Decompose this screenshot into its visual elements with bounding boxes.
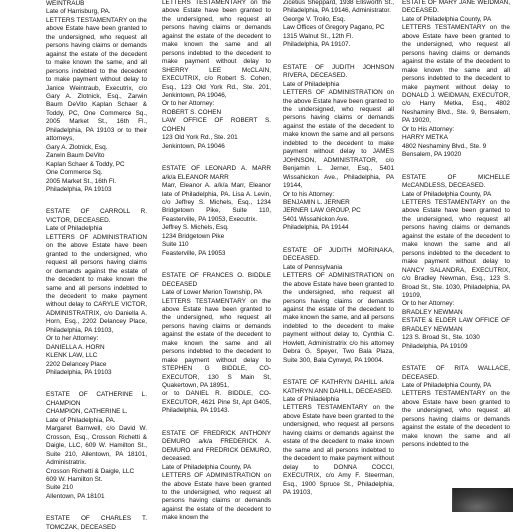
notice-line: Or to her Attorney: — [162, 100, 215, 108]
notice-heading: ESTATE OF KATHRYN DAHILL a/k/a KATHRYN ANN DAHILL, DECEASED. — [283, 379, 394, 395]
notice-line: or to DANIEL R. BIDDLE, CO-EXECUTOR, 4621 Pine St, Apt G405, Philadelphia, PA 19143. — [162, 390, 271, 415]
notice-heading: LETTERS TESTAMENTARY on the above Estate have been granted to the undersigned, who request all persons having claims or demands against the estate of the decedent to make known the same and all persons indebted to the decedent to make payment without delay to SHERRY LEE McCLAIN, EXECUTRIX, c/o Robert S. Cohen, Esq., 123 Old York Rd., Ste. 201, Jenkintown, PA 19046, — [162, 0, 271, 99]
notice-heading: ESTATE OF FRANCES O. BIDDLE DECEASED — [162, 272, 271, 288]
notice-heading: ESTATE OF CATHERINE L. CHAMPION — [46, 391, 147, 407]
notice-line: Jenkintown, PA 19046 — [162, 142, 225, 150]
notice-line: Philadelphia, PA 19103 — [46, 185, 112, 193]
notice-line: Allentown, PA 18101 — [46, 492, 105, 500]
notice-heading: ESTATE OF MICHELLE McCANDLESS, DECEASED. — [402, 173, 510, 190]
notice-line: ROBERT S. COHEN — [162, 108, 222, 116]
notice-line: LETTERS OF ADMINISTRATION on the above Estate have been granted to the undersigned, who request all persons having claims or demands against the estate of the decedent to make known the same and all persons indebted to the decedent to make payment without delay to CARYLE VICTOR, ADMINISTRATRIX, c/o Daniella A. Horn, Esq., 2202 Delancey Place, Philadelphia, PA 19103, — [46, 233, 147, 334]
notice-line: George V. Troilo, Esq. — [283, 15, 346, 23]
legal-notice — [162, 272, 271, 416]
notice-line: 609 W. Hamilton St. — [46, 476, 103, 484]
legal-notice — [46, 515, 147, 532]
notice-heading: WEINTRAUB — [46, 0, 85, 7]
notice-line: Late of Philadelphia County, PA — [402, 382, 492, 390]
notice-line: Late of Harrisburg, PA. — [46, 8, 111, 16]
notice-line: 2202 Delancey Place — [46, 360, 107, 368]
notice-line: Late of Pennsylvania — [283, 263, 343, 271]
legal-notice — [283, 64, 394, 233]
notice-line: Feasterville, PA 19053 — [162, 249, 226, 257]
notice-heading: ESTATE OF JUDITH JOHNSON RIVERA, DECEASED. — [283, 63, 394, 80]
notice-line: Suite 110 — [162, 241, 189, 249]
notice-heading: Zicetius Sheppard, 1938 Ellsworth St., Philadelphia, PA 19146, Administrator. — [283, 0, 394, 15]
notice-line: LETTERS OF ADMINISTRATION on the above Estate have been granted to the undersigned, who request all persons having claims or demands against the estate of the decedent to make known the — [162, 472, 271, 522]
notice-line: One Commerce Sq. — [46, 169, 103, 177]
notice-line: Or to His Attorney: — [402, 125, 455, 133]
notice-line: 1234 Bridgetown Pike — [162, 232, 225, 240]
legal-notice — [402, 0, 510, 160]
notice-line: KLENK LAW, LLC — [46, 352, 98, 360]
notice-heading: ESTATE OF RITA WALLACE, DECEASED. — [402, 365, 510, 381]
legal-notice — [402, 365, 510, 450]
notice-line: LETTERS TESTAMENTARY on the above Estate have been granted to the undersigned, who request all persons having claims or demands against the estate of the decedent to make known the same and all persons indebted to the decedent to make payment without delay to NANCY SALANDRA, EXECUTRIX, c/o Bradley Newman, Esq., 123 S. Broad St., Ste. 1030, Philadelphia, PA 19109, — [402, 198, 510, 299]
notice-line: Bensalem, PA 19020 — [402, 151, 462, 159]
notice-line: Late of Philadelphia — [46, 225, 103, 233]
legal-notice — [283, 0, 394, 50]
notice-heading: ESTATE OF FREDRICK ANTHONY DEMURO a/k/a FREDERICK A. DEMURO and FREDRICK DEMURO, deceased. — [162, 429, 271, 463]
notice-line: 123 Old York Rd., Ste. 201 — [162, 134, 238, 142]
notice-line: LETTERS TESTAMENTARY on the above Estate have been granted to the undersigned, who request all persons having claims or demands against the estate of the decedent to make known the same and all persons indebted to the decedent to make payment without delay to DONNA COCCI, EXECUTRIX, c/o Amy F. Steerman, Esq., 1900 Spruce St., Philadelphia, PA 19103, — [283, 404, 394, 497]
legal-notice — [46, 0, 147, 194]
notice-line: LETTERS OF ADMINISTRATION on the above Estate have been granted to the undersigned, who request all persons having claims or demands against the estate of the decedent to make known the same, and all persons indebted to the decedent to make payment without delay to, Cynthia C. Howlett, Administratrix c/o his attorney Debra G. Speyer, Two Bala Plaza, Suite 300, Bala Cynwyd, PA 19004. — [283, 272, 394, 364]
notice-line: LETTERS TESTAMENTARY on the above Estate have been granted to the undersigned, who request all persons having claims or demands against the estate of the decedent to make known the same and all persons indebted to the — [402, 390, 510, 449]
notice-line: Late of Philadelphia County, PA — [402, 15, 492, 23]
notice-heading: ESTATE OF JUDITH MORINAKA, DECEASED. — [283, 246, 394, 263]
notice-line: BRADLEY NEWMAN — [402, 308, 463, 316]
column-4 — [402, 0, 510, 511]
notice-line: Late of Philadelphia County, PA — [162, 463, 252, 471]
notice-heading: ESTATE OF LEONARD A. MARR a/k/a ELEANOR MARR — [162, 165, 271, 181]
notice-line: 5401 Wissahickon Ave. — [283, 215, 349, 223]
notice-line: LETTERS OF ADMINISTRATION on the above Estate have been granted to the undersigned, who request all persons having claims or demands against the estate of the decedent to make known the same and all persons indebted to the decedent to make payment without delay to JAMES JOHNSON, ADMINISTRATOR, c/o Benjamin L. Jerner, Esq., 5401 Wissahickon Ave., Philadelphia, PA 19144, — [283, 89, 394, 190]
notice-line: Or to her Attorney: — [46, 335, 99, 343]
notice-line: Philadelphia, PA 19103 — [46, 369, 112, 377]
column-3 — [283, 0, 394, 511]
legal-notice — [162, 0, 271, 151]
notice-line: JERNER LAW GROUP, PC — [283, 207, 361, 215]
notice-line: Kaplan Schaer & Toddy, PC — [46, 160, 125, 168]
notice-line: Suite 210 — [46, 484, 74, 492]
notice-line: LETTERS TESTAMENTARY on the above Estate have been granted to the undersigned, who request all persons having claims or demands against the estate of the decedent to make known the same, and all persons indebted to the decedent to make payment without delay to Janice Weintraub, Executrix, c/o Gary A. Zlotnick, Esq., Zarwin Baum DeVito Kaplan Schaer & Toddy, PC, One Commerce Sq., 2005 Market St., 16th Fl., Philadelphia, PA 19103 or to their attorneys, — [46, 16, 147, 143]
legal-notice — [46, 391, 147, 501]
notice-line: LAW OFFICE OF ROBERT S. COHEN — [162, 117, 271, 133]
notice-line: Late of Philadelphia, PA. — [46, 416, 116, 424]
notice-line: 4802 Neshaminy Blvd., Ste. 9 — [402, 142, 487, 150]
legal-notice — [402, 174, 510, 352]
notice-heading: ESTATE OF MARY JANE WEIDMAN, DECEASED. — [402, 0, 510, 15]
notice-line: 123 S. Broad St., Ste. 1030 — [402, 334, 480, 342]
column-2 — [162, 0, 271, 522]
notice-line: DANIELLA A. HORN — [46, 343, 105, 351]
photo-fragment — [452, 488, 513, 512]
notice-line: Zarwin Baum DeVito — [46, 152, 105, 160]
notice-line: Margaret Barnwell, c/o David W. Crosson, Esq., Crosson Richetti & Daigle, LLC, 609 W. Hamilton St., Suite 210, Allentown, PA 18101, Administratrix. — [46, 425, 147, 467]
notice-line: Late of Philadelphia — [283, 396, 340, 404]
notice-line: Law Offices of Gregory Pagano, PC — [283, 24, 385, 32]
column-1 — [46, 0, 147, 531]
notice-line: CHAMPION, CATHERINE L. — [46, 408, 128, 416]
notice-heading: ESTATE OF CARROLL R. VICTOR, DECEASED. — [46, 208, 147, 224]
notice-line: Crosson Richetti & Daigle, LLC — [46, 467, 135, 475]
notice-line: Or to his Attorney: — [283, 190, 335, 198]
notice-line: Philadelphia, PA 19109 — [402, 342, 468, 350]
notice-line: BENJAMIN L. JERNER — [283, 198, 350, 206]
notice-line: Marr, Eleanor A. a/k/a Marr, Eleanor late of Philadelphia, PA. Lisa A. Levin, c/o Jeffrey S. Michels, Esq., 1234 Bridgetown Pike, Suite 110, Feasterville, PA 19053, Executrix. — [162, 182, 271, 223]
legal-notice — [162, 430, 271, 523]
notice-line: LETTERS TESTAMENTARY on the above Estate have been granted to the undersigned, who request all persons having claims or demands against the estate of the decedent to make known the same and all persons indebted to the decedent to make payment without delay to STEPHEN G BIDDLE, CO-EXECUTOR, 130 S Main St, Quakertown, PA 18951, — [162, 297, 271, 390]
notice-line: Or to her Attorney: — [402, 300, 455, 308]
legal-notice — [162, 165, 271, 258]
notice-line: Late of Philadelphia County, PA — [402, 190, 492, 198]
notice-line: Philadelphia, PA 19107. — [283, 41, 351, 49]
notice-heading: ESTATE OF CHARLES T. TOMCZAK, DECEASED — [46, 515, 147, 531]
notice-line: HARRY METKA — [402, 134, 448, 142]
legal-notice — [283, 247, 394, 365]
notice-line: Gary A. Zlotnick, Esq. — [46, 143, 108, 151]
legal-notice — [46, 208, 147, 377]
notice-line: 1315 Walnut St., 12th Fl. — [283, 32, 354, 40]
notice-line: LETTERS TESTAMENTARY on the above Estate have been granted to the undersigned, who request all persons having claims or demands against the estate of the decedent to make known the same and all persons indebted to the decedent to make payment without delay to DONALD J. WEIDMAN, EXECUTOR, c/o Harry Metka, Esq., 4802 Neshaminy Blvd., Ste. 9, Bensalem, PA 19020, — [402, 24, 510, 125]
notice-line: Jeffrey S. Michels, Esq. — [162, 224, 229, 232]
notice-line: Philadelphia, PA 19144 — [283, 224, 349, 232]
legal-notice — [283, 379, 394, 497]
notice-line: Late of Lower Merion Township, PA — [162, 289, 262, 297]
notice-line: 2005 Market St., 16th Fl. — [46, 177, 116, 185]
notice-line: Late of Philadelphia — [283, 80, 340, 88]
notice-line: ESTATE & ELDER LAW OFFICE OF BRADLEY NEWMAN — [402, 317, 510, 333]
